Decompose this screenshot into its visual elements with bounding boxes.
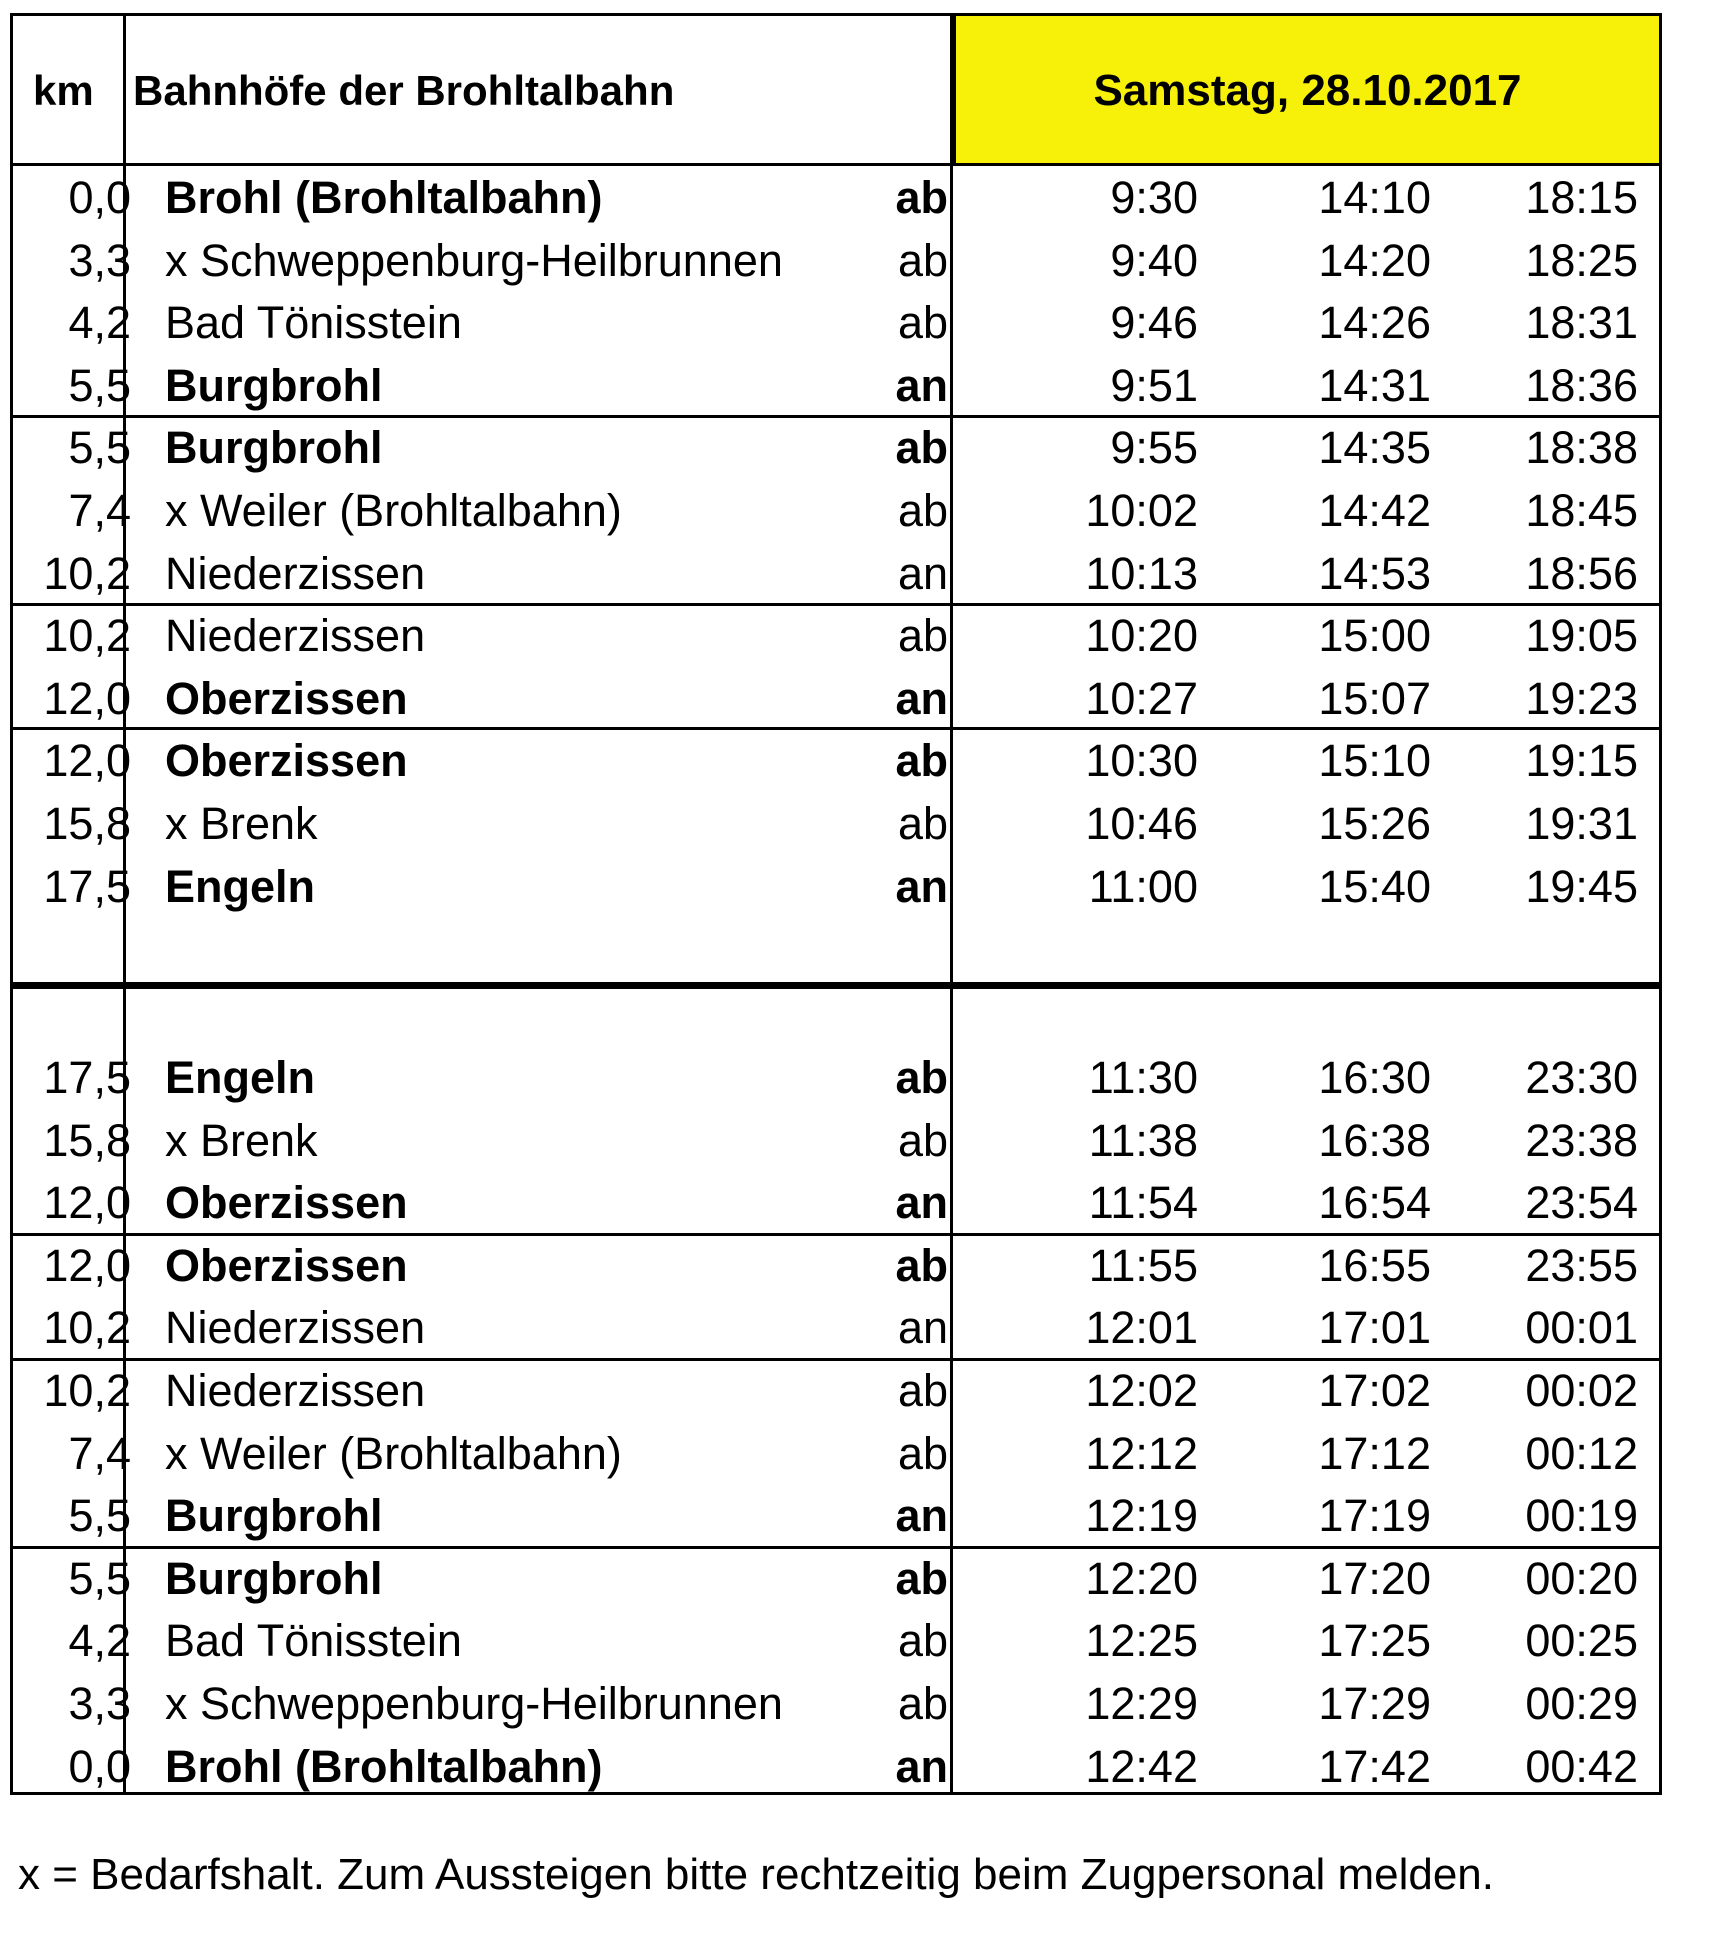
departure-time: 9:46 [1110, 297, 1198, 349]
direction-label: ab [897, 297, 948, 349]
departure-time: 17:29 [1318, 1678, 1431, 1729]
station-name: Oberzissen [165, 735, 408, 787]
departure-time: 9:51 [1110, 359, 1198, 411]
departure-time: 00:42 [1525, 1740, 1638, 1792]
departure-time: 12:20 [1085, 1552, 1198, 1604]
station-name: Burgbrohl [165, 1552, 383, 1604]
km-value: 0,0 [68, 172, 131, 223]
departure-time: 15:07 [1318, 672, 1431, 724]
table-row [13, 354, 1659, 417]
departure-time: 10:46 [1085, 798, 1198, 849]
km-column-header: km [33, 67, 94, 114]
departure-time: 17:20 [1318, 1552, 1431, 1604]
km-value: 17,5 [43, 1052, 131, 1103]
station-name: Burgbrohl [165, 422, 383, 474]
km-value: 5,5 [68, 422, 131, 474]
station-name: Oberzissen [165, 672, 408, 724]
departure-time: 18:45 [1525, 485, 1638, 536]
direction-divider [13, 982, 1659, 989]
departure-time: 23:55 [1525, 1239, 1638, 1291]
station-name: Brohl (Brohltalbahn) [165, 1740, 603, 1792]
km-value: 15,8 [43, 798, 131, 849]
direction-label: an [895, 1177, 948, 1229]
departure-time: 18:38 [1525, 422, 1638, 474]
direction-label: an [895, 1740, 948, 1792]
departure-time: 18:36 [1525, 359, 1638, 411]
table-row [13, 166, 1659, 229]
table-row [13, 1672, 1659, 1735]
departure-time: 16:38 [1318, 1114, 1431, 1166]
footnote: x = Bedarfshalt. Zum Aussteigen bitte rechtzeitig beim Zugpersonal melden. [18, 1850, 1494, 1899]
departure-time: 14:35 [1318, 422, 1431, 474]
station-name: Niederzissen [165, 547, 426, 599]
departure-time: 15:10 [1318, 735, 1431, 787]
departure-time: 17:01 [1318, 1302, 1431, 1354]
departure-time: 14:42 [1318, 485, 1431, 536]
station-name: Niederzissen [165, 1302, 426, 1354]
departure-time: 10:27 [1085, 672, 1198, 724]
table-row [13, 229, 1659, 292]
departure-time: 9:55 [1110, 422, 1198, 474]
departure-time: 23:30 [1525, 1052, 1638, 1103]
departure-time: 18:15 [1525, 172, 1638, 223]
direction-label: ab [897, 798, 948, 849]
departure-time: 19:23 [1525, 672, 1638, 724]
direction-label: an [895, 860, 948, 912]
km-value: 5,5 [68, 1490, 131, 1542]
departure-time: 00:29 [1525, 1678, 1638, 1729]
table-row [13, 1296, 1659, 1359]
station-name: Niederzissen [165, 1365, 426, 1416]
table-row [13, 792, 1659, 855]
departure-time: 19:31 [1525, 798, 1638, 849]
direction-label: ab [895, 172, 948, 223]
table-row [13, 1484, 1659, 1547]
station-name: Burgbrohl [165, 359, 383, 411]
direction-label: ab [897, 1678, 948, 1729]
station-name: x Brenk [165, 798, 318, 849]
table-row [13, 604, 1659, 667]
km-value: 17,5 [43, 860, 131, 912]
departure-time: 12:29 [1085, 1678, 1198, 1729]
departure-time: 00:25 [1525, 1615, 1638, 1667]
departure-time: 10:30 [1085, 735, 1198, 787]
station-name: Bad Tönisstein [165, 297, 462, 349]
departure-time: 14:31 [1318, 359, 1431, 411]
direction-label: an [897, 547, 948, 599]
station-name: Niederzissen [165, 610, 426, 662]
km-value: 3,3 [68, 1678, 131, 1729]
departure-time: 18:56 [1525, 547, 1638, 599]
departure-time: 12:12 [1085, 1427, 1198, 1479]
departure-time: 18:31 [1525, 297, 1638, 349]
departure-time: 00:20 [1525, 1552, 1638, 1604]
table-row [13, 667, 1659, 730]
departure-time: 14:26 [1318, 297, 1431, 349]
km-value: 12,0 [43, 1239, 131, 1291]
table-row [13, 1609, 1659, 1672]
km-value: 4,2 [68, 1615, 131, 1667]
station-name: x Weiler (Brohltalbahn) [165, 485, 622, 536]
departure-time: 18:25 [1525, 234, 1638, 286]
departure-time: 11:30 [1088, 1052, 1198, 1103]
station-name: Engeln [165, 860, 316, 912]
table-row [13, 855, 1659, 918]
direction-label: ab [897, 485, 948, 536]
departure-time: 14:20 [1318, 234, 1431, 286]
departure-time: 12:02 [1085, 1365, 1198, 1416]
stations-column-header: Bahnhöfe der Brohltalbahn [133, 67, 675, 114]
departure-time: 10:20 [1085, 610, 1198, 662]
departure-time: 11:00 [1088, 860, 1198, 912]
departure-time: 19:45 [1525, 860, 1638, 912]
table-row [13, 1046, 1659, 1109]
station-name: Engeln [165, 1052, 316, 1103]
departure-time: 11:55 [1088, 1239, 1198, 1291]
departure-time: 14:10 [1318, 172, 1431, 223]
direction-label: ab [897, 1615, 948, 1667]
km-value: 5,5 [68, 1552, 131, 1604]
table-row [13, 479, 1659, 542]
table-row [13, 416, 1659, 479]
departure-time: 12:42 [1085, 1740, 1198, 1792]
km-value: 4,2 [68, 297, 131, 349]
table-row [13, 729, 1659, 792]
station-name: Oberzissen [165, 1239, 408, 1291]
km-value: 10,2 [43, 1302, 131, 1354]
direction-label: ab [895, 422, 948, 474]
km-value: 7,4 [68, 485, 131, 536]
departure-time: 17:42 [1318, 1740, 1431, 1792]
station-name: x Brenk [165, 1114, 318, 1166]
departure-time: 17:19 [1318, 1490, 1431, 1542]
direction-label: ab [895, 1239, 948, 1291]
km-value: 12,0 [43, 735, 131, 787]
station-name: Burgbrohl [165, 1490, 383, 1542]
departure-time: 14:53 [1318, 547, 1431, 599]
departure-time: 15:00 [1318, 610, 1431, 662]
departure-time: 00:12 [1525, 1427, 1638, 1479]
direction-label: ab [897, 234, 948, 286]
km-value: 10,2 [43, 1365, 131, 1416]
departure-time: 17:12 [1318, 1427, 1431, 1479]
departure-time: 16:55 [1318, 1239, 1431, 1291]
direction-label: ab [895, 1552, 948, 1604]
table-row [13, 1547, 1659, 1610]
direction-label: ab [897, 1365, 948, 1416]
date-header: Samstag, 28.10.2017 [953, 16, 1659, 166]
table-row [13, 1234, 1659, 1297]
table-row [13, 1109, 1659, 1172]
km-value: 10,2 [43, 547, 131, 599]
direction-label: ab [897, 610, 948, 662]
departure-time: 17:02 [1318, 1365, 1431, 1416]
departure-time: 19:15 [1525, 735, 1638, 787]
timetable [10, 13, 1662, 1795]
departure-time: 16:30 [1318, 1052, 1431, 1103]
departure-time: 16:54 [1318, 1177, 1431, 1229]
km-value: 7,4 [68, 1427, 131, 1479]
direction-label: ab [897, 1114, 948, 1166]
direction-label: an [895, 672, 948, 724]
departure-time: 12:01 [1085, 1302, 1198, 1354]
km-value: 3,3 [68, 234, 131, 286]
table-row [13, 542, 1659, 605]
departure-time: 9:30 [1110, 172, 1198, 223]
table-row [13, 1735, 1659, 1798]
table-row [13, 1422, 1659, 1485]
departure-time: 17:25 [1318, 1615, 1431, 1667]
departure-time: 23:38 [1525, 1114, 1638, 1166]
station-name: x Schweppenburg-Heilbrunnen [165, 1678, 783, 1729]
departure-time: 00:02 [1525, 1365, 1638, 1416]
departure-time: 15:40 [1318, 860, 1431, 912]
direction-label: ab [895, 735, 948, 787]
departure-time: 00:01 [1525, 1302, 1638, 1354]
departure-time: 23:54 [1525, 1177, 1638, 1229]
departure-time: 19:05 [1525, 610, 1638, 662]
departure-time: 9:40 [1110, 234, 1198, 286]
table-row [13, 291, 1659, 354]
departure-time: 10:13 [1085, 547, 1198, 599]
direction-label: ab [897, 1427, 948, 1479]
departure-time: 11:38 [1088, 1114, 1198, 1166]
station-name: Bad Tönisstein [165, 1615, 462, 1667]
departure-time: 12:19 [1085, 1490, 1198, 1542]
station-name: x Weiler (Brohltalbahn) [165, 1427, 622, 1479]
km-value: 12,0 [43, 672, 131, 724]
departure-time: 10:02 [1085, 485, 1198, 536]
departure-time: 12:25 [1085, 1615, 1198, 1667]
direction-label: an [897, 1302, 948, 1354]
table-row [13, 1171, 1659, 1234]
departure-time: 11:54 [1088, 1177, 1198, 1229]
km-value: 12,0 [43, 1177, 131, 1229]
station-name: x Schweppenburg-Heilbrunnen [165, 234, 783, 286]
direction-label: an [895, 1490, 948, 1542]
km-value: 15,8 [43, 1114, 131, 1166]
km-value: 5,5 [68, 359, 131, 411]
table-row [13, 1359, 1659, 1422]
station-name: Oberzissen [165, 1177, 408, 1229]
departure-time: 15:26 [1318, 798, 1431, 849]
station-name: Brohl (Brohltalbahn) [165, 172, 603, 223]
direction-label: an [895, 359, 948, 411]
km-value: 10,2 [43, 610, 131, 662]
km-value: 0,0 [68, 1740, 131, 1792]
direction-label: ab [895, 1052, 948, 1103]
departure-time: 00:19 [1525, 1490, 1638, 1542]
